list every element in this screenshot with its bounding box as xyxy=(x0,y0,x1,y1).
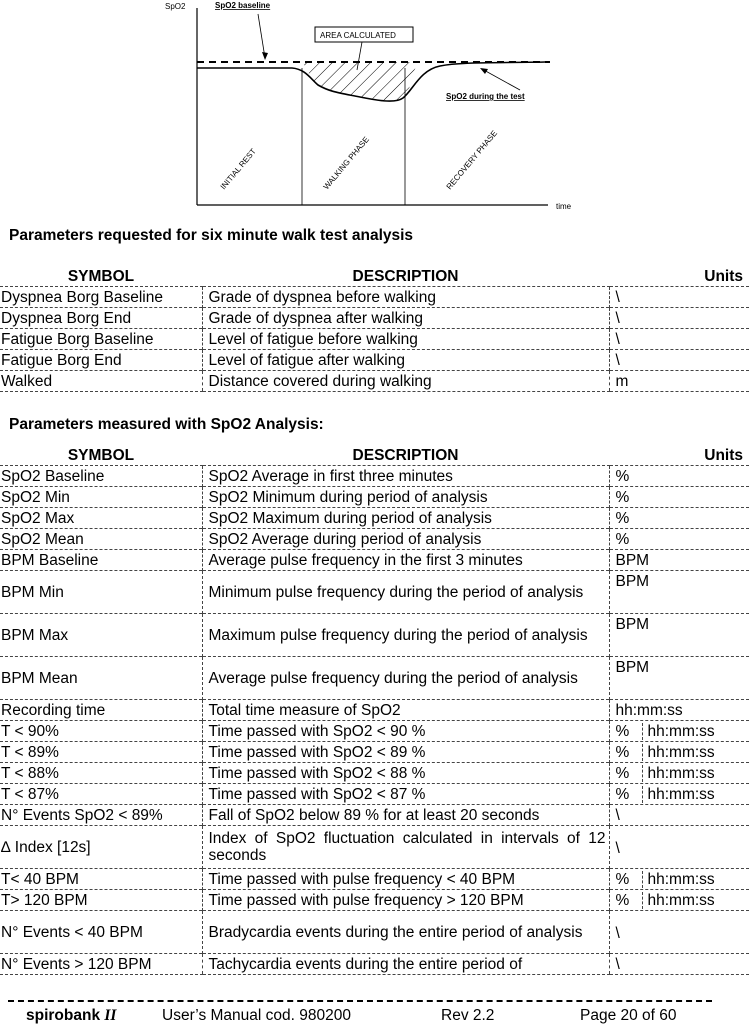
footer-page: Page 20 of 60 xyxy=(580,1007,677,1024)
units-cell: BPM xyxy=(609,614,749,657)
description-cell: Fall of SpO2 below 89 % for at least 20 seconds xyxy=(202,805,609,826)
units-cell xyxy=(609,721,749,742)
symbol-cell: T < 88% xyxy=(0,763,202,784)
symbol-cell: T < 89% xyxy=(0,742,202,763)
units-percent: % xyxy=(615,785,630,803)
section1-title: Parameters requested for six minute walk test analysis xyxy=(9,227,414,244)
description-cell: Tachycardia events during the entire period of xyxy=(202,954,609,975)
y-axis-label: SpO2 xyxy=(165,2,186,11)
units-cell: % xyxy=(609,529,749,550)
units-percent: % xyxy=(615,891,630,909)
col-header-symbol: SYMBOL xyxy=(67,268,135,285)
table-row xyxy=(0,466,749,487)
table-row xyxy=(0,657,749,700)
units-cell: \ xyxy=(609,287,749,308)
baseline-arrowhead xyxy=(262,52,268,60)
units-cell: BPM xyxy=(609,571,749,614)
description-cell: Time passed with SpO2 < 87 % xyxy=(202,784,609,805)
table-row xyxy=(0,329,749,350)
symbol-cell: T< 40 BPM xyxy=(0,869,202,890)
footer-brand: spirobank II xyxy=(26,1007,117,1024)
table-row xyxy=(0,508,749,529)
description-cell: Level of fatigue after walking xyxy=(202,350,609,371)
symbol-cell: BPM Mean xyxy=(0,657,202,700)
units-cell xyxy=(609,784,749,805)
units-cell: \ xyxy=(609,329,749,350)
table-row xyxy=(0,742,749,763)
description-cell: Average pulse frequency during the period of analysis xyxy=(202,657,609,700)
symbol-cell: BPM Baseline xyxy=(0,550,202,571)
units-cell: m xyxy=(609,371,749,392)
baseline-pointer xyxy=(258,14,265,58)
table-row xyxy=(0,350,749,371)
units-time: hh:mm:ss xyxy=(642,723,715,740)
during-pointer xyxy=(482,69,520,90)
units-cell: % xyxy=(609,466,749,487)
units-cell xyxy=(609,869,749,890)
table-row xyxy=(0,721,749,742)
table-row xyxy=(0,571,749,614)
units-cell: BPM xyxy=(609,550,749,571)
table-row xyxy=(0,911,749,954)
symbol-cell: Dyspnea Borg End xyxy=(0,308,202,329)
units-cell xyxy=(609,890,749,911)
units-time: hh:mm:ss xyxy=(642,892,715,909)
phase-label-recovery: RECOVERY PHASE xyxy=(444,128,500,192)
units-time: hh:mm:ss xyxy=(642,765,715,782)
units-cell: \ xyxy=(609,954,749,975)
description-cell: Distance covered during walking xyxy=(202,371,609,392)
units-time: hh:mm:ss xyxy=(642,744,715,761)
units-cell: \ xyxy=(609,350,749,371)
symbol-cell: N° Events < 40 BPM xyxy=(0,911,202,954)
symbol-cell: N° Events SpO2 < 89% xyxy=(0,805,202,826)
during-label: SpO2 during the test xyxy=(446,92,525,101)
baseline-label: SpO2 baseline xyxy=(215,1,271,10)
description-cell: SpO2 Minimum during period of analysis xyxy=(202,487,609,508)
symbol-cell: SpO2 Baseline xyxy=(0,466,202,487)
x-axis-label: time xyxy=(556,202,572,211)
table-row xyxy=(0,308,749,329)
col-header-symbol: SYMBOL xyxy=(67,447,135,464)
symbol-cell: BPM Min xyxy=(0,571,202,614)
symbol-cell: SpO2 Mean xyxy=(0,529,202,550)
symbol-cell: Walked xyxy=(0,371,202,392)
symbol-cell: N° Events > 120 BPM xyxy=(0,954,202,975)
table-row xyxy=(0,763,749,784)
description-cell: SpO2 Average in first three minutes xyxy=(202,466,609,487)
units-cell: BPM xyxy=(609,657,749,700)
description-cell: Time passed with SpO2 < 90 % xyxy=(202,721,609,742)
description-cell: SpO2 Maximum during period of analysis xyxy=(202,508,609,529)
symbol-cell: ∆ Index [12s] xyxy=(0,826,202,869)
symbol-cell: Recording time xyxy=(0,700,202,721)
footer-rev: Rev 2.2 xyxy=(441,1007,495,1024)
table-row xyxy=(0,700,749,721)
col-header-description: DESCRIPTION xyxy=(352,447,459,464)
units-time: hh:mm:ss xyxy=(642,871,715,888)
table-row xyxy=(0,550,749,571)
units-percent: % xyxy=(615,764,630,782)
description-cell: SpO2 Average during period of analysis xyxy=(202,529,609,550)
footer-divider xyxy=(8,1000,712,1002)
symbol-cell: T < 90% xyxy=(0,721,202,742)
table-row xyxy=(0,869,749,890)
units-cell: \ xyxy=(609,805,749,826)
units-cell: \ xyxy=(609,308,749,329)
description-cell: Level of fatigue before walking xyxy=(202,329,609,350)
table-row xyxy=(0,487,749,508)
spo2-diagram xyxy=(0,0,749,215)
area-label: AREA CALCULATED xyxy=(320,31,396,40)
table-row xyxy=(0,805,749,826)
units-cell: \ xyxy=(609,911,749,954)
footer-manual: User’s Manual cod. 980200 xyxy=(162,1007,351,1024)
during-arrowhead xyxy=(480,68,488,74)
table-row xyxy=(0,826,749,869)
units-cell: % xyxy=(609,508,749,529)
description-cell: Grade of dyspnea before walking xyxy=(202,287,609,308)
table-row xyxy=(0,614,749,657)
col-header-units: Units xyxy=(704,268,743,285)
units-cell: hh:mm:ss xyxy=(609,700,749,721)
table-row xyxy=(0,784,749,805)
description-cell: Average pulse frequency in the first 3 minutes xyxy=(202,550,609,571)
symbol-cell: BPM Max xyxy=(0,614,202,657)
description-cell: Minimum pulse frequency during the period of analysis xyxy=(202,571,609,614)
table-row xyxy=(0,954,749,975)
col-header-units: Units xyxy=(704,447,743,464)
units-percent: % xyxy=(615,870,630,888)
table-row xyxy=(0,371,749,392)
description-cell: Total time measure of SpO2 xyxy=(202,700,609,721)
description-cell: Time passed with SpO2 < 88 % xyxy=(202,763,609,784)
description-cell: Maximum pulse frequency during the period of analysis xyxy=(202,614,609,657)
symbol-cell: SpO2 Max xyxy=(0,508,202,529)
phase-label-walking: WALKING PHASE xyxy=(321,134,371,192)
description-cell: Grade of dyspnea after walking xyxy=(202,308,609,329)
description-cell: Time passed with pulse frequency > 120 BPM xyxy=(202,890,609,911)
table-row xyxy=(0,287,749,308)
requested-params-table xyxy=(0,264,749,392)
units-cell xyxy=(609,742,749,763)
spo2-params-table xyxy=(0,443,749,975)
symbol-cell: SpO2 Min xyxy=(0,487,202,508)
phase-label-initial: INITIAL REST xyxy=(218,146,258,192)
symbol-cell: Fatigue Borg End xyxy=(0,350,202,371)
section2-title: Parameters measured with SpO2 Analysis: xyxy=(9,416,324,433)
symbol-cell: T < 87% xyxy=(0,784,202,805)
symbol-cell: T> 120 BPM xyxy=(0,890,202,911)
units-percent: % xyxy=(615,743,630,761)
description-cell: Bradycardia events during the entire period of analysis xyxy=(202,911,609,954)
symbol-cell: Fatigue Borg Baseline xyxy=(0,329,202,350)
symbol-cell: Dyspnea Borg Baseline xyxy=(0,287,202,308)
col-header-description: DESCRIPTION xyxy=(352,268,459,285)
description-cell: Index of SpO2 fluctuation calculated in intervals of 12 seconds xyxy=(202,826,609,869)
table-row xyxy=(0,529,749,550)
units-cell xyxy=(609,763,749,784)
area-calculated-region xyxy=(302,62,420,101)
units-cell: % xyxy=(609,487,749,508)
table-row xyxy=(0,890,749,911)
description-cell: Time passed with pulse frequency < 40 BPM xyxy=(202,869,609,890)
units-cell: \ xyxy=(609,826,749,869)
description-cell: Time passed with SpO2 < 89 % xyxy=(202,742,609,763)
units-time: hh:mm:ss xyxy=(642,786,715,803)
units-percent: % xyxy=(615,722,630,740)
